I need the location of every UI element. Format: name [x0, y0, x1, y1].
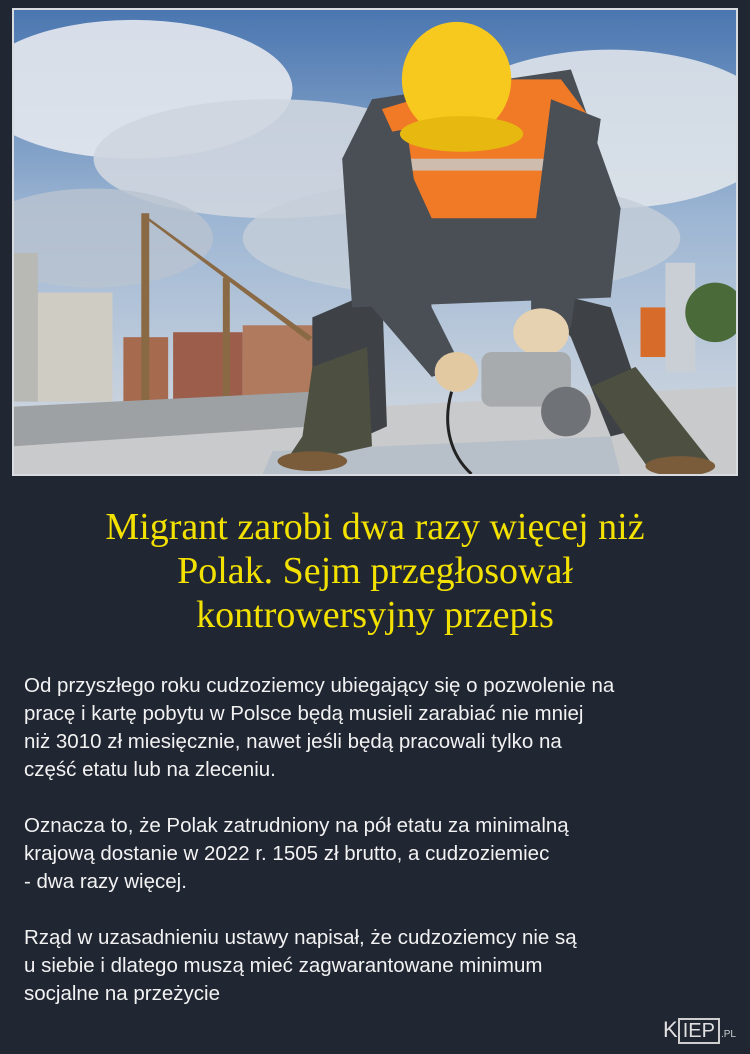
headline-line: Migrant zarobi dwa razy więcej niż	[105, 506, 645, 548]
photo-illustration	[14, 10, 736, 474]
construction-worker-photo	[12, 8, 738, 476]
headline-line: Polak. Sejm przegłosował	[177, 550, 573, 592]
logo-suffix: .PL	[720, 1029, 736, 1040]
article-body	[24, 672, 728, 1008]
text-line: pracę i kartę pobytu w Polsce będą musieli zarabiać nie mniej	[24, 702, 584, 725]
text-line: część etatu lub na zleceniu.	[24, 758, 276, 781]
text-line: krajową dostanie w 2022 r. 1505 zł brutto, a cudzoziemiec	[24, 842, 550, 865]
text-line: - dwa razy więcej.	[24, 870, 187, 893]
logo-letter: K	[663, 1017, 678, 1042]
text-line: Oznacza to, że Polak zatrudniony na pół etatu za minimalną	[24, 814, 569, 837]
headline-line: kontrowersyjny przepis	[196, 594, 554, 636]
paragraph-3	[24, 924, 728, 1008]
paragraph-1	[24, 672, 728, 784]
text-line: u siebie i dlatego muszą mieć zagwarantowane minimum	[24, 954, 543, 977]
text-line: socjalne na przeżycie	[24, 982, 220, 1005]
kiep-logo	[663, 1017, 736, 1044]
logo-box: IEP	[678, 1018, 720, 1044]
headline	[40, 505, 710, 637]
text-line: Rząd w uzasadnieniu ustawy napisał, że cudzoziemcy nie są	[24, 926, 577, 949]
text-line: Od przyszłego roku cudzoziemcy ubiegający się o pozwolenie na	[24, 674, 615, 697]
text-line: niż 3010 zł miesięcznie, nawet jeśli będą pracowali tylko na	[24, 730, 562, 753]
paragraph-2	[24, 812, 728, 896]
